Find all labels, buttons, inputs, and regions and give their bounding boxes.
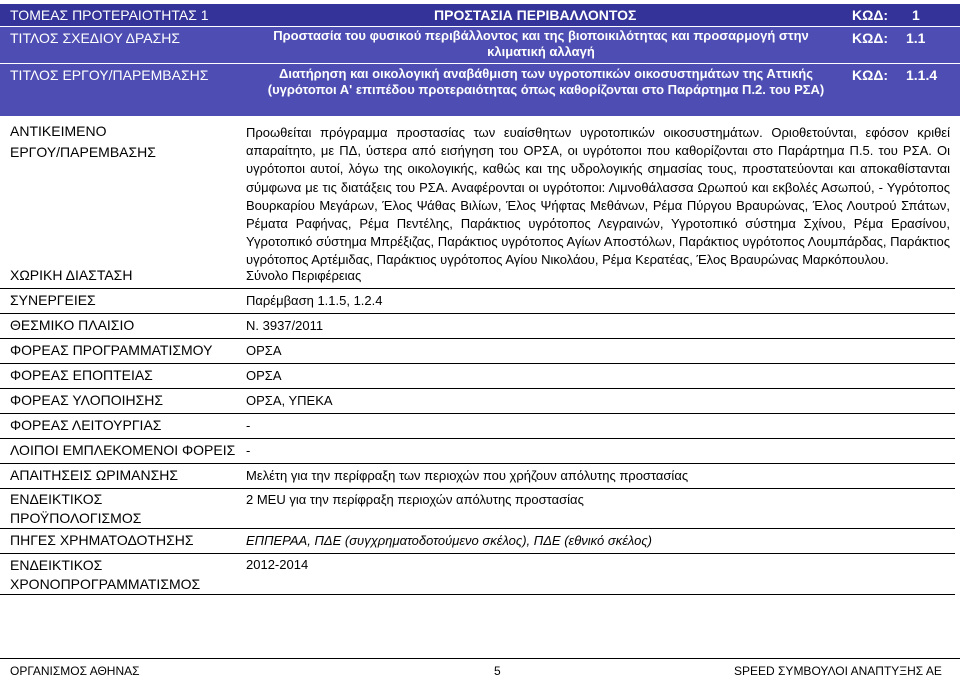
divider (0, 388, 955, 389)
maturity-value: Μελέτη για την περίφραξη των περιοχών που χρήζουν απόλυτης προστασίας (246, 468, 689, 483)
action-plan-title: Προστασία του φυσικού περιβάλλοντος και της βιοποικιλότητας και προσαρμογή στην κλιματική αλλαγή (273, 28, 809, 59)
schedule-value: 2012-2014 (246, 557, 309, 572)
footer-organization: ΟΡΓΑΝΙΣΜΟΣ ΑΘΗΝΑΣ (10, 664, 140, 678)
schedule-label: ΕΝΔΕΙΚΤΙΚΟΣ ΧΡΟΝΟΠΡΟΓΡΑΜΜΑΤΙΣΜΟΣ (10, 557, 201, 592)
divider (0, 338, 955, 339)
spatial-value: Σύνολο Περιφέρειας (246, 268, 362, 283)
header-row-action-plan (0, 27, 960, 63)
divider (0, 488, 955, 489)
synergies-label: ΣΥΝΕΡΓΕΙΕΣ (10, 292, 96, 308)
programming-label: ΦΟΡΕΑΣ ΠΡΟΓΡΑΜΜΑΤΙΣΜΟΥ (10, 342, 213, 358)
header-row-sector (0, 4, 960, 26)
sector-code: 1 (912, 7, 920, 23)
footer-divider (0, 658, 960, 659)
divider (0, 363, 955, 364)
spatial-label: ΧΩΡΙΚΗ ΔΙΑΣΤΑΣΗ (10, 267, 133, 283)
budget-value: 2 ΜΕU για την περίφραξη περιοχών απόλυτης προστασίας (246, 492, 584, 507)
supervision-label: ΦΟΡΕΑΣ ΕΠΟΠΤΕΙΑΣ (10, 367, 153, 383)
operation-value: - (246, 418, 251, 433)
divider (0, 553, 955, 554)
institutional-value: Ν. 3937/2011 (246, 318, 324, 333)
divider (0, 438, 955, 439)
synergies-value: Παρέμβαση 1.1.5, 1.2.4 (246, 293, 383, 308)
divider (0, 463, 955, 464)
others-label: ΛΟΙΠΟΙ ΕΜΠΛΕΚΟΜΕΝΟΙ ΦΟΡΕΙΣ (10, 442, 236, 458)
header-row-project (0, 64, 960, 116)
sector-code-label: ΚΩΔ: (852, 7, 889, 23)
funding-label: ΠΗΓΕΣ ΧΡΗΜΑΤΟΔΟΤΗΣΗΣ (10, 532, 194, 548)
programming-value: ΟΡΣΑ (246, 343, 282, 358)
action-plan-code-label: ΚΩΔ: (852, 30, 889, 46)
action-plan-code: 1.1 (906, 30, 926, 46)
funding-value: ΕΠΠΕΡΑΑ, ΠΔΕ (συγχρηματοδοτούμενο σκέλος), ΠΔΕ (εθνικό σκέλος) (246, 533, 653, 548)
operation-label: ΦΟΡΕΑΣ ΛΕΙΤΟΥΡΓΙΑΣ (10, 417, 162, 433)
divider (0, 288, 955, 289)
footer-page-number: 5 (494, 664, 501, 678)
implementation-label: ΦΟΡΕΑΣ ΥΛΟΠΟΙΗΣΗΣ (10, 392, 164, 408)
project-label: ΤΙΤΛΟΣ ΕΡΓΟΥ/ΠΑΡΕΜΒΑΣΗΣ (10, 67, 209, 83)
divider (0, 594, 955, 595)
divider (0, 313, 955, 314)
others-value: - (246, 443, 251, 458)
sector-label: ΤΟΜΕΑΣ ΠΡΟΤΕΡΑΙΟΤΗΤΑΣ 1 (10, 7, 209, 23)
project-title: Διατήρηση και οικολογική αναβάθμιση των υγροτοπικών οικοσυστημάτων της Αττικής (υγρότοποι Α' επιπέδου προτεραιότητας όπως καθορίζονται στο Παράρτημα Π.2. του ΡΣΑ) (267, 66, 825, 97)
budget-label: ΕΝΔΕΙΚΤΙΚΟΣ ΠΡΟΫΠΟΛΟΓΙΣΜΟΣ (10, 491, 142, 526)
supervision-value: ΟΡΣΑ (246, 368, 282, 383)
object-label: ΑΝΤΙΚΕΙΜΕΝΟ ΕΡΓΟΥ/ΠΑΡΕΜΒΑΣΗΣ (10, 123, 156, 160)
footer-consultant: SPEED ΣΥΜΒΟΥΛΟΙ ΑΝΑΠΤΥΞΗΣ ΑΕ (734, 664, 942, 678)
project-code-label: ΚΩΔ: (852, 67, 889, 83)
divider (0, 528, 955, 529)
divider (0, 413, 955, 414)
object-description: Προωθείται πρόγραμμα προστασίας των ευαίσθητων υγροτοπικών οικοσυστημάτων. Οριοθετούνται, εφόσον κριθεί απαραίτητο, με ΠΔ, ύστερα από εισήγηση του ΟΡΣΑ, οι υγρότοποι που καθορίζονται στο Παράρτημα Π.5. του ΡΣΑ. Οι υγρότοποι αυτοί, λόγω της οικολογικής, καθώς και της υδρολογικής σημασίας τους, προστατεύονται και αποκαθίστανται σύμφωνα με τις διατάξεις του ΡΣΑ. Αναφέρονται οι υγρότοποι: Λιμνοθάλασσα Ωρωπού και εκβολές Ασωπού, - Υγρότοπος Βουρκαρίου Μεγάρων, Έλος Ψάθας Βιλίων, Έλος Ψήφτας Μεθάνων, Ρέμα Πύργου Βραυρώνας, Έλος Λουτρού Σπάτων, Ρέματα Ραφήνας, Ρέμα Πεντέλης, Παράκτιος υγρότοπος Λεγραινών, Υγροτοπικό σύστημα Σχίνου, Ρέμα Ερασίνου, Υγροτοπικό σύστημα Μπρέξιζας, Παράκτιος υγρότοπος Αγίων Αποστόλων, Παράκτιος υγρότοπος Λουμπάρδας, Παράκτιος υγρότοπος Αρτέμιδας, Παράκτιος υγρότοπος Αγίου Νικολάου, Ρέμα Κερατέας, Έλος Βραυρώνας Μαρκόπουλου. (246, 125, 950, 268)
maturity-label: ΑΠΑΙΤΗΣΕΙΣ ΩΡΙΜΑΝΣΗΣ (10, 467, 178, 483)
project-code: 1.1.4 (906, 67, 938, 83)
sector-title: ΠΡΟΣΤΑΣΙΑ ΠΕΡΙΒΑΛΛΟΝΤΟΣ (434, 7, 637, 23)
action-plan-label: ΤΙΤΛΟΣ ΣΧΕΔΙΟΥ ΔΡΑΣΗΣ (10, 30, 181, 46)
institutional-label: ΘΕΣΜΙΚΟ ΠΛΑΙΣΙΟ (10, 317, 135, 333)
implementation-value: ΟΡΣΑ, ΥΠΕΚΑ (246, 393, 333, 408)
